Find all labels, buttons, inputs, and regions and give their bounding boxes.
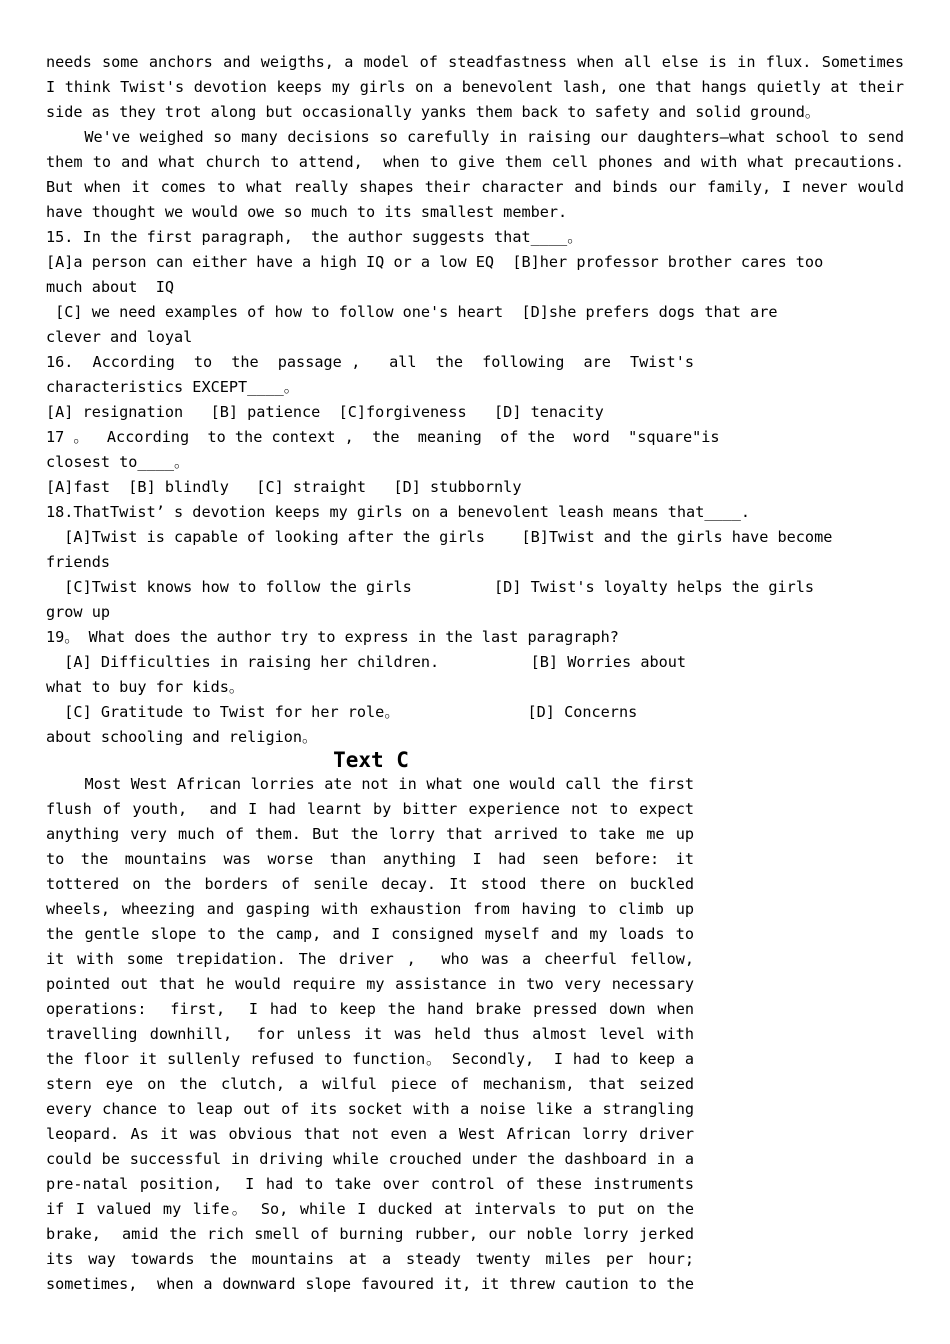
text-c-line: could be successful in driving while crouched under the dashboard in a <box>46 1150 694 1168</box>
text-c-line: travelling downhill, for unless it was held thus almost level with <box>46 1025 694 1043</box>
question-18-options: [A]Twist is capable of looking after the girls [B]Twist and the girls have become <box>46 528 833 546</box>
text-c-line: it with some trepidation. The driver , who was a cheerful fellow, <box>46 950 694 968</box>
text-c-line: tottered on the borders of senile decay. It stood there on buckled <box>46 875 694 893</box>
text-c-line: flush of youth, and I had learnt by bitter experience not to expect <box>46 800 694 818</box>
text-c-line: to the mountains was worse than anything I had seen before: it <box>46 850 694 868</box>
text-c-line: pre-natal position, I had to take over control of these instruments <box>46 1175 694 1193</box>
text-c-line: leopard. As it was obvious that not even a West African lorry driver <box>46 1125 694 1143</box>
question-16-options: [A] resignation [B] patience [C]forgiveness [D] tenacity <box>46 403 604 421</box>
text-b-last-paragraph-line: have thought we would owe so much to its smallest member. <box>46 203 568 221</box>
question-15-options: [A]a person can either have a high IQ or a low EQ [B]her professor brother cares too <box>46 253 824 271</box>
question-17-stem: 17 。 According to the context , the meaning of the word "square"is <box>46 428 720 446</box>
question-19-options: what to buy for kids。 <box>46 678 245 696</box>
question-17-options: [A]fast [B] blindly [C] straight [D] stubbornly <box>46 478 522 496</box>
question-15-options: [C] we need examples of how to follow one's heart [D]she prefers dogs that are <box>46 303 778 321</box>
text-c-line: the gentle slope to the camp, and I consigned myself and my loads to <box>46 925 694 943</box>
question-17-stem: closest to____。 <box>46 453 190 471</box>
question-19-stem: 19。 What does the author try to express in the last paragraph? <box>46 628 619 646</box>
text-c-line: pointed out that he would require my assistance in two very necessary <box>46 975 694 993</box>
text-c-heading: Text C <box>333 748 409 772</box>
question-19-options: [C] Gratitude to Twist for her role。 [D] Concerns <box>46 703 638 721</box>
text-c-line: stern eye on the clutch, a wilful piece of mechanism, that seized <box>46 1075 694 1093</box>
text-b-last-paragraph-line: We've weighed so many decisions so carefully in raising our daughters—what school to send <box>46 128 904 146</box>
text-c-line: every chance to leap out of its socket with a noise like a strangling <box>46 1100 694 1118</box>
question-18-options: friends <box>46 553 111 571</box>
text-c-line: if I valued my life。 So, while I ducked at intervals to put on the <box>46 1200 694 1218</box>
question-19-options: [A] Difficulties in raising her children. [B] Worries about <box>46 653 687 671</box>
text-c-line: sometimes, when a downward slope favoured it, it threw caution to the <box>46 1275 694 1293</box>
text-b-line: needs some anchors and weigths, a model of steadfastness when all else is in flux. Sometimes <box>46 53 904 71</box>
text-c-line: brake, amid the rich smell of burning rubber, our noble lorry jerked <box>46 1225 694 1243</box>
text-b-line: side as they trot along but occasionally yanks them back to safety and solid ground。 <box>46 103 821 121</box>
question-19-options: about schooling and religion。 <box>46 728 318 746</box>
question-16-stem: characteristics EXCEPT____。 <box>46 378 299 396</box>
question-18-options: grow up <box>46 603 111 621</box>
question-16-stem: 16. According to the passage , all the following are Twist's <box>46 353 694 371</box>
text-b-line: I think Twist's devotion keeps my girls on a benevolent lash, one that hangs quietly at their <box>46 78 904 96</box>
question-15-options: much about IQ <box>46 278 175 296</box>
text-b-last-paragraph-line: them to and what church to attend, when to give them cell phones and with what precautions. <box>46 153 904 171</box>
text-b-last-paragraph-line: But when it comes to what really shapes their character and binds our family, I never would <box>46 178 904 196</box>
text-c-line: the floor it sullenly refused to function。 Secondly, I had to keep a <box>46 1050 694 1068</box>
question-18-stem: 18.ThatTwist’ s devotion keeps my girls on a benevolent leash means that____. <box>46 503 751 521</box>
text-c-line: operations: first, I had to keep the hand brake pressed down when <box>46 1000 694 1018</box>
question-15-stem: 15. In the first paragraph, the author suggests that____。 <box>46 228 583 246</box>
question-18-options: [C]Twist knows how to follow the girls [D] Twist's loyalty helps the girls <box>46 578 815 596</box>
text-c-line: its way towards the mountains at a steady twenty miles per hour; <box>46 1250 694 1268</box>
text-c-line: anything very much of them. But the lorry that arrived to take me up <box>46 825 694 843</box>
text-c-line: Most West African lorries ate not in what one would call the first <box>46 775 694 793</box>
question-15-options: clever and loyal <box>46 328 193 346</box>
text-c-line: wheels, wheezing and gasping with exhaustion from having to climb up <box>46 900 694 918</box>
